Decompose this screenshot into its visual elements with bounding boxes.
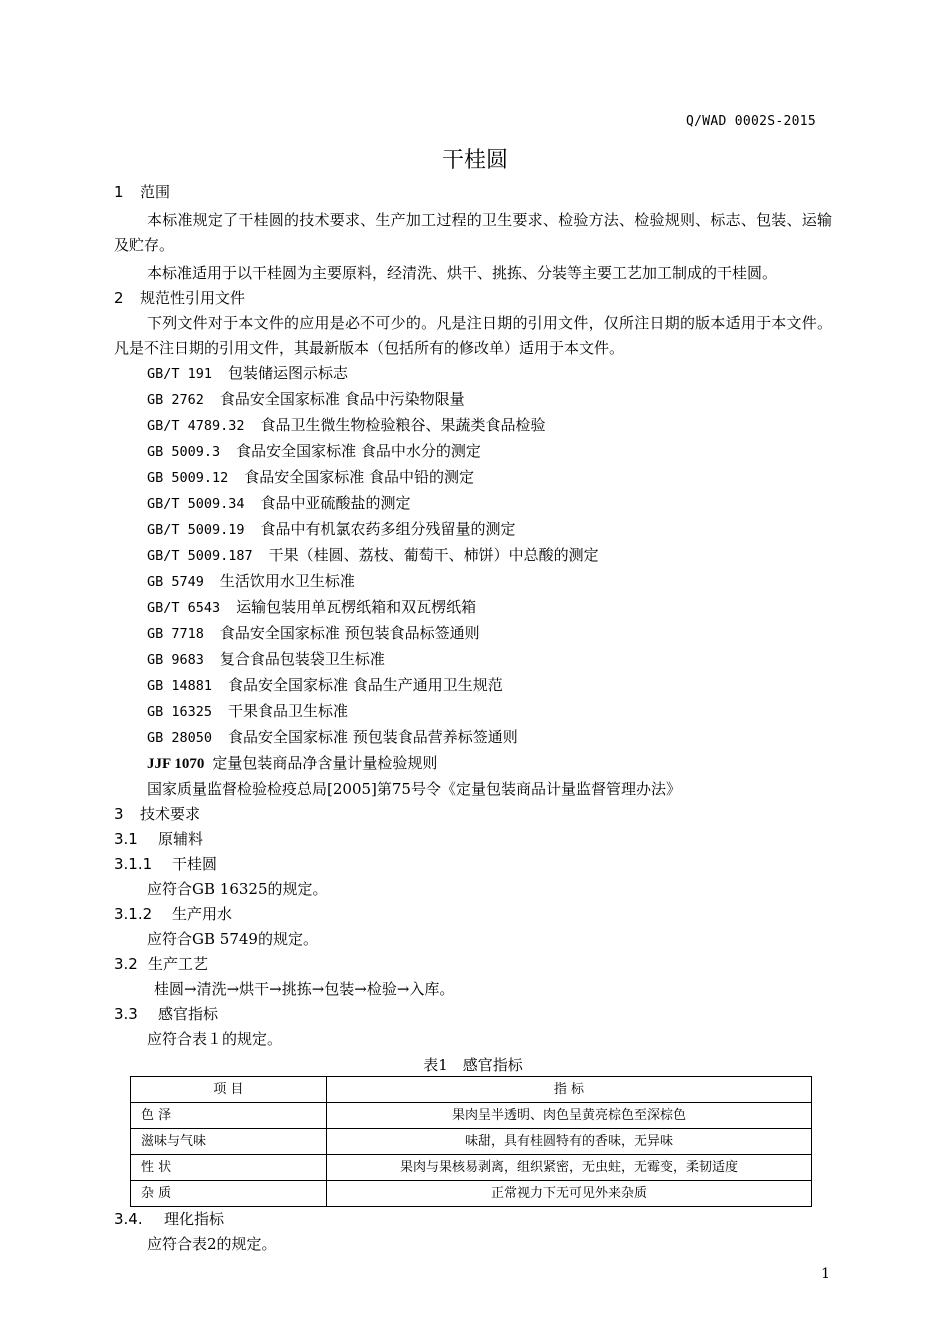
table-header-cell: 指 标	[327, 1077, 812, 1103]
reference-item-jjf	[114, 751, 832, 777]
reference-item	[114, 725, 832, 751]
reference-item	[114, 699, 832, 725]
reference-item	[114, 569, 832, 595]
section-3-1-2-text: 应符合GB 5749的规定。	[147, 930, 318, 948]
document-title: 干桂圆	[441, 148, 508, 173]
reference-item	[114, 439, 832, 465]
table-cell: 味甜，具有桂圆特有的香味，无异味	[327, 1129, 812, 1155]
section-3-3-text: 应符合表１的规定。	[147, 1030, 283, 1048]
reference-code: GB/T 5009.34	[147, 496, 245, 512]
section-title: 范围	[140, 183, 171, 201]
section-title: 生产工艺	[148, 955, 209, 973]
section-number: 3.4.	[114, 1210, 143, 1228]
reference-code: GB/T 191	[147, 366, 213, 382]
reference-item	[114, 647, 832, 673]
section-number: 3.1.1	[114, 855, 153, 873]
table-cell: 色 泽	[131, 1103, 327, 1129]
reference-name: 食品卫生微生物检验粮谷、果蔬类食品检验	[260, 416, 546, 434]
section-3-1-1-text: 应符合GB 16325的规定。	[147, 880, 328, 898]
section-title: 规范性引用文件	[140, 289, 246, 307]
reference-name: 生活饮用水卫生标准	[219, 572, 355, 590]
section-title: 干桂圆	[172, 855, 218, 873]
reference-code: GB 14881	[147, 678, 213, 694]
reference-code: JJF 1070	[147, 756, 205, 772]
reference-code: GB 2762	[147, 392, 204, 408]
section-3-1-2-heading	[114, 902, 832, 927]
reference-name: 食品安全国家标准 预包装食品标签通则	[219, 624, 480, 642]
reference-name: 干果（桂圆、荔枝、葡萄干、柿饼）中总酸的测定	[268, 546, 599, 564]
table-cell: 滋味与气味	[131, 1129, 327, 1155]
reference-code: GB 5749	[147, 574, 204, 590]
reference-item	[114, 413, 832, 439]
table-cell: 果肉与果核易剥离，组织紧密，无虫蛀，无霉变，柔韧适度	[327, 1155, 812, 1181]
page-number: 1	[821, 1266, 830, 1282]
section-3-4-heading	[114, 1207, 832, 1232]
reference-name: 食品中亚硫酸盐的测定	[260, 494, 411, 512]
reference-name: 食品安全国家标准 食品生产通用卫生规范	[228, 676, 503, 694]
reference-code: GB 9683	[147, 652, 204, 668]
table-row	[131, 1103, 812, 1129]
reference-item	[114, 595, 832, 621]
section-number: 2	[114, 289, 124, 307]
reference-code: GB/T 4789.32	[147, 418, 245, 434]
section-number: 3	[114, 805, 124, 823]
section-3-1-heading	[114, 827, 832, 852]
reference-item	[114, 621, 832, 647]
standard-code: Q/WAD 0002S-2015	[685, 114, 816, 129]
table-header-row	[131, 1077, 812, 1103]
reference-name: 运输包装用单瓦楞纸箱和双瓦楞纸箱	[236, 598, 477, 616]
reference-name: 食品安全国家标准 食品中铅的测定	[244, 468, 475, 486]
table-cell: 性 状	[131, 1155, 327, 1181]
section-3-heading	[114, 802, 832, 827]
table-row	[131, 1181, 812, 1207]
reference-item	[114, 543, 832, 569]
reference-list	[114, 361, 832, 802]
reference-name: 定量包装商品净含量计量检验规则	[212, 754, 438, 772]
reference-item	[114, 491, 832, 517]
section-number: 3.1	[114, 830, 138, 848]
reference-item	[114, 673, 832, 699]
reference-item	[114, 387, 832, 413]
table-cell: 果肉呈半透明、肉色呈黄亮棕色至深棕色	[327, 1103, 812, 1129]
references-intro: 下列文件对于本文件的应用是必不可少的。凡是注日期的引用文件，仅所注日期的版本适用于本文件。凡是不注日期的引用文件，其最新版本（包括所有的修改单）适用于本文件。	[114, 314, 832, 357]
section-3-3-heading	[114, 1002, 832, 1027]
reference-code: GB 28050	[147, 730, 213, 746]
section-3-2-heading	[114, 952, 832, 977]
table-cell: 杂 质	[131, 1181, 327, 1207]
section-2-heading	[114, 286, 832, 311]
table-row	[131, 1155, 812, 1181]
reference-name: 干果食品卫生标准	[228, 702, 349, 720]
sensory-table	[130, 1076, 812, 1207]
reference-name: 食品安全国家标准 预包装食品营养标签通则	[228, 728, 518, 746]
table-row	[131, 1129, 812, 1155]
section-title: 生产用水	[172, 905, 233, 923]
reference-code: GB/T 6543	[147, 600, 221, 616]
reference-name: 包装储运图示标志	[228, 364, 349, 382]
scope-paragraph-2: 本标准适用于以干桂圆为主要原料，经清洗、烘干、挑拣、分装等主要工艺加工制成的干桂圆。	[147, 264, 778, 282]
table-header-cell: 项 目	[131, 1077, 327, 1103]
reference-code: GB/T 5009.187	[147, 548, 253, 564]
section-1-heading	[114, 180, 832, 205]
section-title: 技术要求	[140, 805, 201, 823]
section-title: 原辅料	[158, 830, 204, 848]
section-title: 理化指标	[164, 1210, 225, 1228]
reference-name: 食品安全国家标准 食品中水分的测定	[236, 442, 481, 460]
section-number: 3.3	[114, 1005, 138, 1023]
reference-code: GB 7718	[147, 626, 204, 642]
reference-code: GB 5009.3	[147, 444, 221, 460]
reference-code: GB/T 5009.19	[147, 522, 245, 538]
reference-name: 食品安全国家标准 食品中污染物限量	[219, 390, 465, 408]
table-cell: 正常视力下无可见外来杂质	[327, 1181, 812, 1207]
scope-paragraph-1: 本标准规定了干桂圆的技术要求、生产加工过程的卫生要求、检验方法、检验规则、标志、包装、运输及贮存。	[114, 211, 832, 254]
section-3-4-text: 应符合表2的规定。	[147, 1235, 277, 1253]
section-number: 3.2	[114, 955, 138, 973]
reference-code: GB 5009.12	[147, 470, 229, 486]
reference-name: 复合食品包装袋卫生标准	[219, 650, 385, 668]
reference-item-decree: 国家质量监督检验检疫总局[2005]第75号令《定量包装商品计量监督管理办法》	[147, 780, 681, 798]
reference-item	[114, 465, 832, 491]
document-body	[114, 180, 832, 1257]
reference-code: GB 16325	[147, 704, 213, 720]
section-title: 感官指标	[158, 1005, 219, 1023]
production-process: 桂圆→清洗→烘干→挑拣→包装→检验→入库。	[154, 980, 455, 998]
reference-item	[114, 361, 832, 387]
section-number: 1	[114, 183, 124, 201]
reference-name: 食品中有机氯农药多组分残留量的测定	[260, 520, 516, 538]
reference-item	[114, 517, 832, 543]
section-3-1-1-heading	[114, 852, 832, 877]
section-number: 3.1.2	[114, 905, 153, 923]
table-1-caption: 表1 感官指标	[423, 1056, 523, 1074]
